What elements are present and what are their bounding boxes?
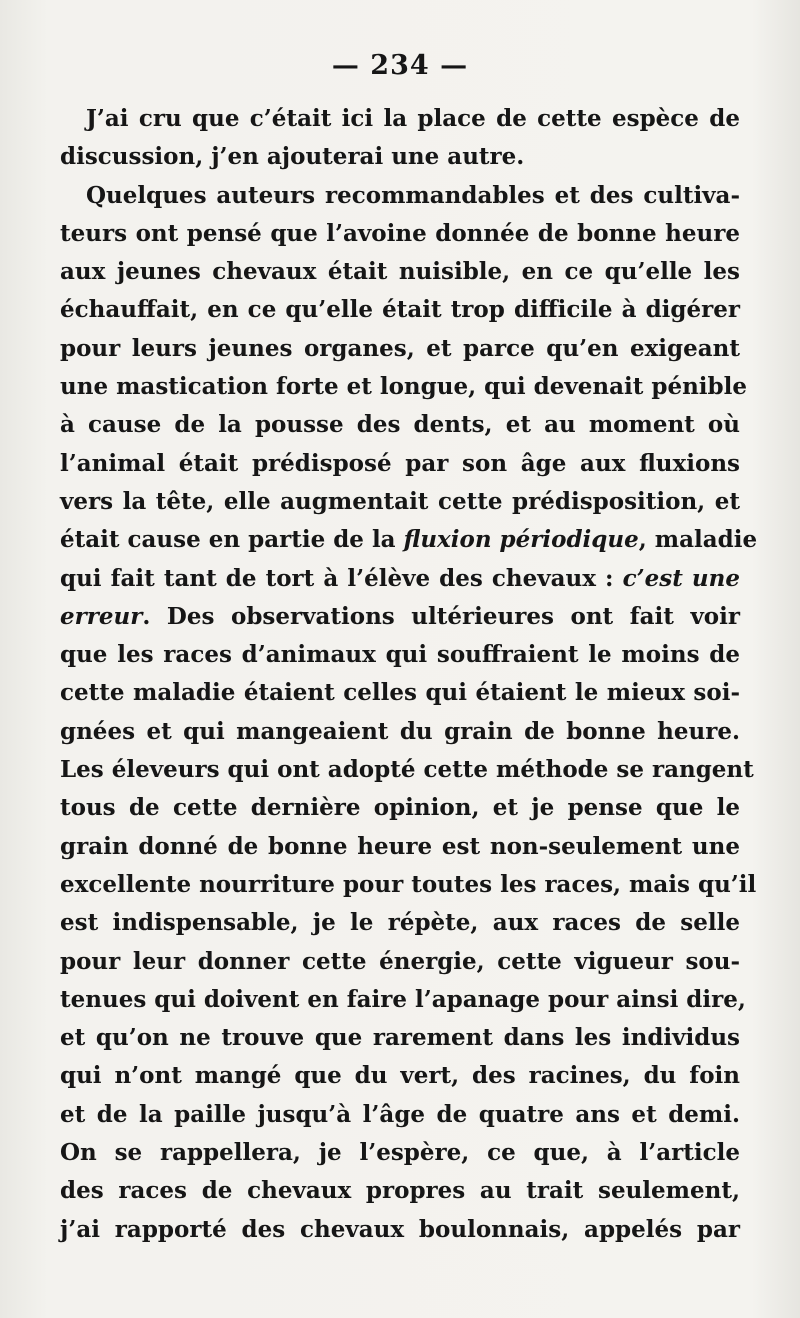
text-line: à cause de la pousse des dents, et au moment où xyxy=(60,411,740,439)
text-line: et qu’on ne trouve que rarement dans les individus xyxy=(60,1024,740,1052)
text-line: et de la paille jusqu’à l’âge de quatre ans et demi. xyxy=(60,1100,740,1128)
text-line: J’ai cru que c’était ici la place de cette espèce de xyxy=(86,105,740,132)
line-text: était cause en partie de la xyxy=(60,526,404,554)
text-line: teurs ont pensé que l’avoine donnée de bonne heure xyxy=(60,219,740,247)
text-line: une mastication forte et longue, qui devenait pénible xyxy=(60,373,747,401)
text-line: gnées et qui mangeaient du grain de bonne heure. xyxy=(60,717,740,745)
text-line: l’animal était prédisposé par son âge aux fluxions xyxy=(60,449,740,477)
text-line: discussion, j’en ajouterai une autre. xyxy=(60,143,525,171)
italic-term: c’est une xyxy=(622,564,740,592)
text-line: tous de cette dernière opinion, et je pense que le xyxy=(60,794,740,822)
text-line: grain donné de bonne heure est non-seulement une xyxy=(60,832,740,860)
text-line: cette maladie étaient celles qui étaient le mieux soi- xyxy=(60,679,740,707)
text-line: est indispensable, je le répète, aux races de selle xyxy=(60,909,740,937)
text-line xyxy=(60,598,740,636)
text-line: Quelques auteurs recommandables et des cultiva- xyxy=(86,181,740,209)
line-text: , maladie xyxy=(638,526,758,554)
text-line: vers la tête, elle augmentait cette prédisposition, et xyxy=(60,487,740,515)
body-text xyxy=(60,100,758,1249)
line-text: qui fait tant de tort à l’élève des chevaux : xyxy=(60,564,623,592)
text-line xyxy=(60,560,740,598)
text-line: que les races d’animaux qui souffraient le moins de xyxy=(60,641,740,669)
text-line: qui n’ont mangé que du vert, des racines, du foin xyxy=(60,1062,740,1090)
text-line: des races de chevaux propres au trait seulement, xyxy=(60,1177,740,1205)
text-line: Les éleveurs qui ont adopté cette méthode se rangent xyxy=(60,756,754,784)
text-line: On se rappellera, je l’espère, ce que, à l’article xyxy=(60,1139,740,1167)
text-line: aux jeunes chevaux était nuisible, en ce qu’elle les xyxy=(60,258,740,286)
text-line: échauffait, en ce qu’elle était trop difficile à digérer xyxy=(60,296,740,324)
text-line xyxy=(60,521,758,559)
text-line: excellente nourriture pour toutes les races, mais qu’il xyxy=(60,870,757,898)
text-line: j’ai rapporté des chevaux boulonnais, appelés par xyxy=(60,1215,740,1243)
text-line: pour leur donner cette énergie, cette vigueur sou- xyxy=(60,947,740,975)
text-line: pour leurs jeunes organes, et parce qu’en exigeant xyxy=(60,334,740,362)
text-line: tenues qui doivent en faire l’apanage pour ainsi dire, xyxy=(60,985,746,1013)
line-text: . Des observations ultérieures ont fait voir xyxy=(142,602,740,630)
italic-term: fluxion périodique xyxy=(403,526,639,554)
page-number: — 234 — xyxy=(331,50,469,81)
italic-term: erreur xyxy=(60,602,143,630)
